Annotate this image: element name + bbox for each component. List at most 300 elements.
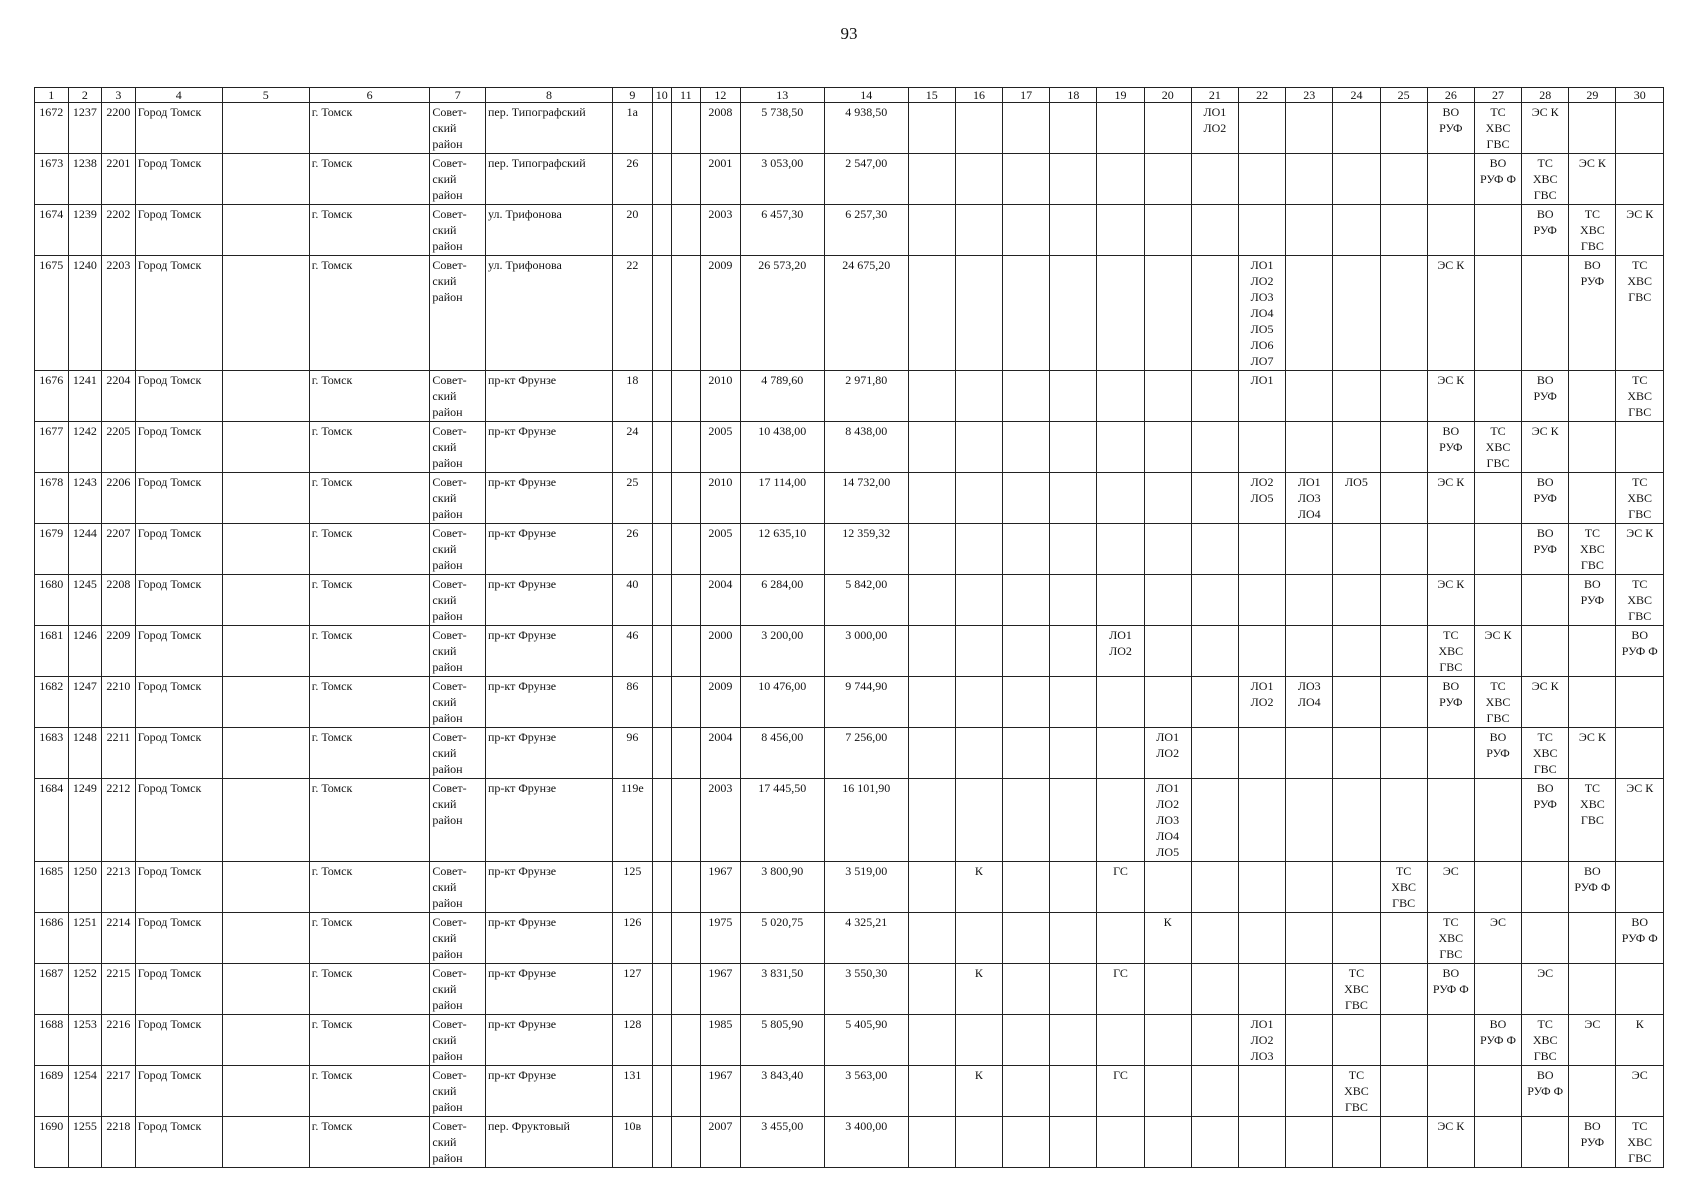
table-cell-col-27 xyxy=(1474,1015,1521,1066)
table-cell-col-8 xyxy=(485,473,612,524)
table-cell-col-18 xyxy=(1050,1066,1097,1117)
table-body xyxy=(35,103,1664,1168)
table-cell-col-8 xyxy=(485,626,612,677)
cell-text: ГС xyxy=(1113,966,1128,980)
table-cell-col-11 xyxy=(671,1015,700,1066)
table-cell-col-3 xyxy=(102,1117,136,1168)
table-cell-col-19 xyxy=(1097,779,1144,862)
column-header-26: 26 xyxy=(1427,88,1474,103)
cell-text: ВО РУФ Ф xyxy=(1621,915,1658,945)
cell-text: 1687 xyxy=(39,966,64,980)
table-cell-col-8 xyxy=(485,964,612,1015)
table-cell-col-16 xyxy=(955,728,1002,779)
cell-text: 26 xyxy=(626,156,639,170)
cell-text: ЭС К xyxy=(1437,1119,1465,1133)
cell-text: 2009 xyxy=(708,679,733,693)
table-cell-col-3 xyxy=(102,422,136,473)
table-cell-col-12 xyxy=(700,103,740,154)
cell-text: ВО РУФ xyxy=(1533,373,1557,403)
table-cell-col-21 xyxy=(1191,103,1238,154)
table-cell-col-7 xyxy=(430,964,486,1015)
cell-text: 8 456,00 xyxy=(761,730,804,744)
cell-text: ул. Трифонова xyxy=(487,207,562,221)
cell-text: ТС ХВС ГВС xyxy=(1532,730,1558,776)
cell-text: Город Томск xyxy=(137,207,202,221)
table-cell-col-29 xyxy=(1569,371,1616,422)
cell-text: Город Томск xyxy=(137,156,202,170)
cell-text: г. Томск xyxy=(311,915,353,929)
table-cell-col-2 xyxy=(68,473,102,524)
column-header-28: 28 xyxy=(1522,88,1569,103)
table-cell-col-10 xyxy=(652,913,671,964)
cell-text: 10в xyxy=(623,1119,642,1133)
table-cell-col-25 xyxy=(1380,205,1427,256)
table-row xyxy=(35,371,1664,422)
cell-text: г. Томск xyxy=(311,475,353,489)
table-cell-col-3 xyxy=(102,626,136,677)
cell-text: 5 842,00 xyxy=(845,577,888,591)
table-cell-col-5 xyxy=(222,728,309,779)
table-row xyxy=(35,913,1664,964)
table-cell-col-11 xyxy=(671,677,700,728)
table-row xyxy=(35,1066,1664,1117)
table-cell-col-14 xyxy=(824,473,908,524)
table-cell-col-14 xyxy=(824,728,908,779)
table-cell-col-13 xyxy=(740,913,824,964)
cell-text: ЭС К xyxy=(1626,526,1654,540)
cell-text: ЛО1 ЛО2 xyxy=(1250,679,1274,709)
table-cell-col-2 xyxy=(68,1066,102,1117)
cell-text: ВО РУФ Ф xyxy=(1621,628,1658,658)
column-header-17: 17 xyxy=(1003,88,1050,103)
table-cell-col-25 xyxy=(1380,913,1427,964)
cell-text: 86 xyxy=(626,679,639,693)
table-cell-col-23 xyxy=(1286,779,1333,862)
table-cell-col-27 xyxy=(1474,1066,1521,1117)
cell-text: 1244 xyxy=(72,526,97,540)
table-cell-col-18 xyxy=(1050,256,1097,371)
table-cell-col-14 xyxy=(824,964,908,1015)
table-row xyxy=(35,524,1664,575)
table-cell-col-24 xyxy=(1333,524,1380,575)
table-cell-col-28 xyxy=(1522,103,1569,154)
table-cell-col-25 xyxy=(1380,626,1427,677)
page-number: 93 xyxy=(840,24,858,43)
table-cell-col-13 xyxy=(740,154,824,205)
table-cell-col-10 xyxy=(652,728,671,779)
cell-text: ГС xyxy=(1113,864,1128,878)
column-header-21: 21 xyxy=(1191,88,1238,103)
table-cell-col-23 xyxy=(1286,728,1333,779)
cell-text: Совет- ский район xyxy=(432,526,467,572)
table-cell-col-6 xyxy=(309,154,430,205)
cell-text: ул. Трифонова xyxy=(487,258,562,272)
cell-text: пер. Типографский xyxy=(487,105,586,119)
table-cell-col-18 xyxy=(1050,473,1097,524)
cell-text: Совет- ский район xyxy=(432,424,467,470)
table-cell-col-25 xyxy=(1380,103,1427,154)
table-cell-col-4 xyxy=(135,1066,222,1117)
column-header-27: 27 xyxy=(1474,88,1521,103)
table-cell-col-25 xyxy=(1380,575,1427,626)
table-cell-col-8 xyxy=(485,371,612,422)
table-cell-col-17 xyxy=(1003,728,1050,779)
table-row xyxy=(35,256,1664,371)
cell-text: пр-кт Фрунзе xyxy=(487,781,557,795)
table-cell-col-18 xyxy=(1050,575,1097,626)
cell-text: 2004 xyxy=(708,577,733,591)
table-cell-col-5 xyxy=(222,779,309,862)
column-header-22: 22 xyxy=(1238,88,1285,103)
table-cell-col-19 xyxy=(1097,862,1144,913)
cell-text: Совет- ский район xyxy=(432,915,467,961)
table-cell-col-30 xyxy=(1616,371,1664,422)
table-cell-col-4 xyxy=(135,256,222,371)
table-cell-col-27 xyxy=(1474,524,1521,575)
table-cell-col-2 xyxy=(68,575,102,626)
cell-text: 1254 xyxy=(72,1068,97,1082)
cell-text: ВО РУФ xyxy=(1580,577,1605,607)
table-cell-col-19 xyxy=(1097,964,1144,1015)
table-cell-col-27 xyxy=(1474,422,1521,473)
cell-text: 96 xyxy=(626,730,639,744)
cell-text: ТС ХВС ГВС xyxy=(1627,577,1653,623)
table-cell-col-24 xyxy=(1333,626,1380,677)
table-cell-col-20 xyxy=(1144,154,1191,205)
cell-text: ЭС xyxy=(1490,915,1506,929)
table-cell-col-29 xyxy=(1569,422,1616,473)
cell-text: К xyxy=(974,966,983,980)
cell-text: Совет- ский район xyxy=(432,475,467,521)
header-row xyxy=(35,88,1664,103)
table-cell-col-9 xyxy=(612,626,652,677)
table-cell-col-14 xyxy=(824,1066,908,1117)
table-cell-col-29 xyxy=(1569,626,1616,677)
table-cell-col-24 xyxy=(1333,575,1380,626)
cell-text: ВО РУФ xyxy=(1439,424,1463,454)
table-cell-col-13 xyxy=(740,626,824,677)
cell-text: 2201 xyxy=(106,156,131,170)
cell-text: 1240 xyxy=(72,258,97,272)
table-cell-col-26 xyxy=(1427,422,1474,473)
cell-text: ЭС xyxy=(1631,1068,1648,1082)
table-cell-col-22 xyxy=(1238,862,1285,913)
cell-text: ВО РУФ Ф xyxy=(1480,156,1516,186)
table-cell-col-22 xyxy=(1238,1015,1285,1066)
table-cell-col-28 xyxy=(1522,626,1569,677)
cell-text: Город Томск xyxy=(137,628,202,642)
table-cell-col-17 xyxy=(1003,964,1050,1015)
table-cell-col-17 xyxy=(1003,779,1050,862)
table-cell-col-22 xyxy=(1238,1066,1285,1117)
table-cell-col-13 xyxy=(740,964,824,1015)
cell-text: ЭС К xyxy=(1484,628,1512,642)
cell-text: г. Томск xyxy=(311,628,353,642)
table-cell-col-10 xyxy=(652,422,671,473)
table-cell-col-22 xyxy=(1238,205,1285,256)
table-cell-col-16 xyxy=(955,103,1002,154)
cell-text: Совет- ский район xyxy=(432,966,467,1012)
cell-text: г. Томск xyxy=(311,1119,353,1133)
table-cell-col-21 xyxy=(1191,1117,1238,1168)
table-cell-col-10 xyxy=(652,205,671,256)
cell-text: 1683 xyxy=(39,730,64,744)
table-cell-col-25 xyxy=(1380,371,1427,422)
table-cell-col-1 xyxy=(35,913,69,964)
table-row xyxy=(35,862,1664,913)
table-cell-col-17 xyxy=(1003,205,1050,256)
column-header-29: 29 xyxy=(1569,88,1616,103)
cell-text: 6 284,00 xyxy=(761,577,804,591)
table-cell-col-19 xyxy=(1097,422,1144,473)
table-cell-col-20 xyxy=(1144,473,1191,524)
table-cell-col-9 xyxy=(612,1117,652,1168)
cell-text: 4 789,60 xyxy=(761,373,804,387)
cell-text: ЛО1 ЛО2 ЛО3 ЛО4 ЛО5 ЛО6 ЛО7 xyxy=(1250,258,1274,368)
table-cell-col-2 xyxy=(68,422,102,473)
table-cell-col-8 xyxy=(485,913,612,964)
table-cell-col-8 xyxy=(485,154,612,205)
cell-text: г. Томск xyxy=(311,864,353,878)
cell-text: Совет- ский район xyxy=(432,577,467,623)
table-cell-col-27 xyxy=(1474,205,1521,256)
cell-text: 7 256,00 xyxy=(845,730,888,744)
table-cell-col-3 xyxy=(102,524,136,575)
table-cell-col-24 xyxy=(1333,728,1380,779)
column-header-23: 23 xyxy=(1286,88,1333,103)
table-cell-col-9 xyxy=(612,1015,652,1066)
cell-text: г. Томск xyxy=(311,781,353,795)
table-cell-col-20 xyxy=(1144,1117,1191,1168)
table-cell-col-12 xyxy=(700,626,740,677)
cell-text: ТС ХВС ГВС xyxy=(1485,679,1511,725)
cell-text: Город Томск xyxy=(137,966,202,980)
table-cell-col-27 xyxy=(1474,626,1521,677)
table-cell-col-23 xyxy=(1286,205,1333,256)
table-cell-col-8 xyxy=(485,205,612,256)
cell-text: 2212 xyxy=(106,781,131,795)
table-cell-col-6 xyxy=(309,728,430,779)
table-cell-col-28 xyxy=(1522,1015,1569,1066)
column-header-2: 2 xyxy=(68,88,102,103)
table-cell-col-24 xyxy=(1333,677,1380,728)
table-cell-col-10 xyxy=(652,473,671,524)
cell-text: 14 732,00 xyxy=(842,475,891,489)
cell-text: ЛО1 ЛО3 ЛО4 xyxy=(1297,475,1321,521)
table-cell-col-2 xyxy=(68,1015,102,1066)
table-cell-col-6 xyxy=(309,256,430,371)
cell-text: 2007 xyxy=(708,1119,733,1133)
table-cell-col-5 xyxy=(222,1066,309,1117)
table-cell-col-18 xyxy=(1050,913,1097,964)
table-cell-col-1 xyxy=(35,1117,69,1168)
column-header-10: 10 xyxy=(652,88,671,103)
cell-text: 1239 xyxy=(72,207,97,221)
table-cell-col-6 xyxy=(309,862,430,913)
table-row xyxy=(35,422,1664,473)
table-cell-col-26 xyxy=(1427,154,1474,205)
table-cell-col-4 xyxy=(135,524,222,575)
table-cell-col-5 xyxy=(222,524,309,575)
cell-text: 1684 xyxy=(39,781,64,795)
table-cell-col-8 xyxy=(485,256,612,371)
cell-text: Совет- ский район xyxy=(432,730,467,776)
cell-text: 1255 xyxy=(72,1119,97,1133)
cell-text: 1245 xyxy=(72,577,97,591)
table-cell-col-25 xyxy=(1380,1015,1427,1066)
table-row xyxy=(35,1015,1664,1066)
table-cell-col-11 xyxy=(671,371,700,422)
table-cell-col-21 xyxy=(1191,728,1238,779)
table-cell-col-1 xyxy=(35,1015,69,1066)
cell-text: 2207 xyxy=(106,526,131,540)
cell-text: 5 405,90 xyxy=(845,1017,888,1031)
table-cell-col-10 xyxy=(652,1015,671,1066)
cell-text: Совет- ский район xyxy=(432,1068,467,1114)
table-cell-col-20 xyxy=(1144,371,1191,422)
table-cell-col-20 xyxy=(1144,677,1191,728)
table-cell-col-13 xyxy=(740,1015,824,1066)
table-cell-col-7 xyxy=(430,862,486,913)
table-cell-col-22 xyxy=(1238,575,1285,626)
table-cell-col-13 xyxy=(740,473,824,524)
table-cell-col-28 xyxy=(1522,575,1569,626)
table-cell-col-25 xyxy=(1380,728,1427,779)
cell-text: 1243 xyxy=(72,475,97,489)
table-cell-col-17 xyxy=(1003,103,1050,154)
table-cell-col-1 xyxy=(35,964,69,1015)
table-cell-col-8 xyxy=(485,422,612,473)
table-cell-col-6 xyxy=(309,524,430,575)
table-cell-col-7 xyxy=(430,205,486,256)
cell-text: ЭС К xyxy=(1531,424,1559,438)
cell-text: 1985 xyxy=(708,1017,733,1031)
table-cell-col-29 xyxy=(1569,779,1616,862)
table-cell-col-9 xyxy=(612,728,652,779)
table-cell-col-7 xyxy=(430,422,486,473)
table-cell-col-17 xyxy=(1003,473,1050,524)
table-cell-col-25 xyxy=(1380,964,1427,1015)
table-cell-col-26 xyxy=(1427,779,1474,862)
cell-text: г. Томск xyxy=(311,1068,353,1082)
table-cell-col-26 xyxy=(1427,205,1474,256)
table-cell-col-7 xyxy=(430,728,486,779)
table-cell-col-4 xyxy=(135,422,222,473)
table-cell-col-25 xyxy=(1380,154,1427,205)
table-cell-col-4 xyxy=(135,913,222,964)
table-row xyxy=(35,1117,1664,1168)
table-cell-col-14 xyxy=(824,1117,908,1168)
table-cell-col-10 xyxy=(652,154,671,205)
cell-text: 1679 xyxy=(39,526,64,540)
table-cell-col-29 xyxy=(1569,1117,1616,1168)
cell-text: пер. Типографский xyxy=(487,156,586,170)
table-cell-col-18 xyxy=(1050,862,1097,913)
table-cell-col-11 xyxy=(671,1117,700,1168)
table-cell-col-10 xyxy=(652,677,671,728)
table-cell-col-23 xyxy=(1286,913,1333,964)
table-cell-col-10 xyxy=(652,524,671,575)
table-cell-col-22 xyxy=(1238,256,1285,371)
table-cell-col-14 xyxy=(824,779,908,862)
table-cell-col-4 xyxy=(135,626,222,677)
cell-text: Город Томск xyxy=(137,105,202,119)
cell-text: 5 738,50 xyxy=(761,105,804,119)
table-cell-col-5 xyxy=(222,964,309,1015)
table-cell-col-23 xyxy=(1286,964,1333,1015)
table-cell-col-14 xyxy=(824,205,908,256)
column-header-30: 30 xyxy=(1616,88,1664,103)
cell-text: 2204 xyxy=(106,373,131,387)
table-cell-col-28 xyxy=(1522,256,1569,371)
table-cell-col-11 xyxy=(671,205,700,256)
table-cell-col-3 xyxy=(102,728,136,779)
table-cell-col-16 xyxy=(955,154,1002,205)
table-cell-col-20 xyxy=(1144,1015,1191,1066)
table-cell-col-5 xyxy=(222,862,309,913)
cell-text: 1238 xyxy=(72,156,97,170)
table-cell-col-1 xyxy=(35,473,69,524)
table-cell-col-18 xyxy=(1050,103,1097,154)
cell-text: ЭС К xyxy=(1531,105,1559,119)
cell-text: г. Томск xyxy=(311,105,353,119)
table-cell-col-6 xyxy=(309,371,430,422)
table-cell-col-22 xyxy=(1238,913,1285,964)
cell-text: ТС ХВС ГВС xyxy=(1485,424,1511,470)
table-cell-col-22 xyxy=(1238,677,1285,728)
table-cell-col-17 xyxy=(1003,422,1050,473)
table-cell-col-18 xyxy=(1050,677,1097,728)
cell-text: ТС ХВС ГВС xyxy=(1532,1017,1558,1063)
table-cell-col-21 xyxy=(1191,626,1238,677)
cell-text: ЭС К xyxy=(1437,577,1465,591)
cell-text: ЭС xyxy=(1584,1017,1601,1031)
cell-text: 126 xyxy=(623,915,642,929)
cell-text: 128 xyxy=(623,1017,642,1031)
table-cell-col-20 xyxy=(1144,862,1191,913)
table-cell-col-3 xyxy=(102,103,136,154)
table-cell-col-12 xyxy=(700,1015,740,1066)
table-cell-col-26 xyxy=(1427,103,1474,154)
table-cell-col-23 xyxy=(1286,626,1333,677)
cell-text: ТС ХВС ГВС xyxy=(1627,373,1653,419)
table-cell-col-30 xyxy=(1616,473,1664,524)
cell-text: пр-кт Фрунзе xyxy=(487,1017,557,1031)
table-cell-col-1 xyxy=(35,524,69,575)
table-cell-col-22 xyxy=(1238,1117,1285,1168)
cell-text: 2010 xyxy=(708,373,733,387)
cell-text: 25 xyxy=(626,475,639,489)
cell-text: 1250 xyxy=(72,864,97,878)
table-cell-col-13 xyxy=(740,103,824,154)
table-cell-col-10 xyxy=(652,1066,671,1117)
table-cell-col-17 xyxy=(1003,1066,1050,1117)
table-cell-col-19 xyxy=(1097,524,1144,575)
table-cell-col-4 xyxy=(135,1015,222,1066)
cell-text: 46 xyxy=(626,628,639,642)
cell-text: 127 xyxy=(623,966,642,980)
table-cell-col-8 xyxy=(485,575,612,626)
cell-text: ВО РУФ Ф xyxy=(1432,966,1469,996)
cell-text: Город Томск xyxy=(137,475,202,489)
cell-text: Совет- ский район xyxy=(432,207,467,253)
cell-text: 10 438,00 xyxy=(758,424,807,438)
table-cell-col-17 xyxy=(1003,1015,1050,1066)
table-cell-col-19 xyxy=(1097,154,1144,205)
table-cell-col-21 xyxy=(1191,371,1238,422)
table-cell-col-14 xyxy=(824,862,908,913)
table-cell-col-30 xyxy=(1616,205,1664,256)
